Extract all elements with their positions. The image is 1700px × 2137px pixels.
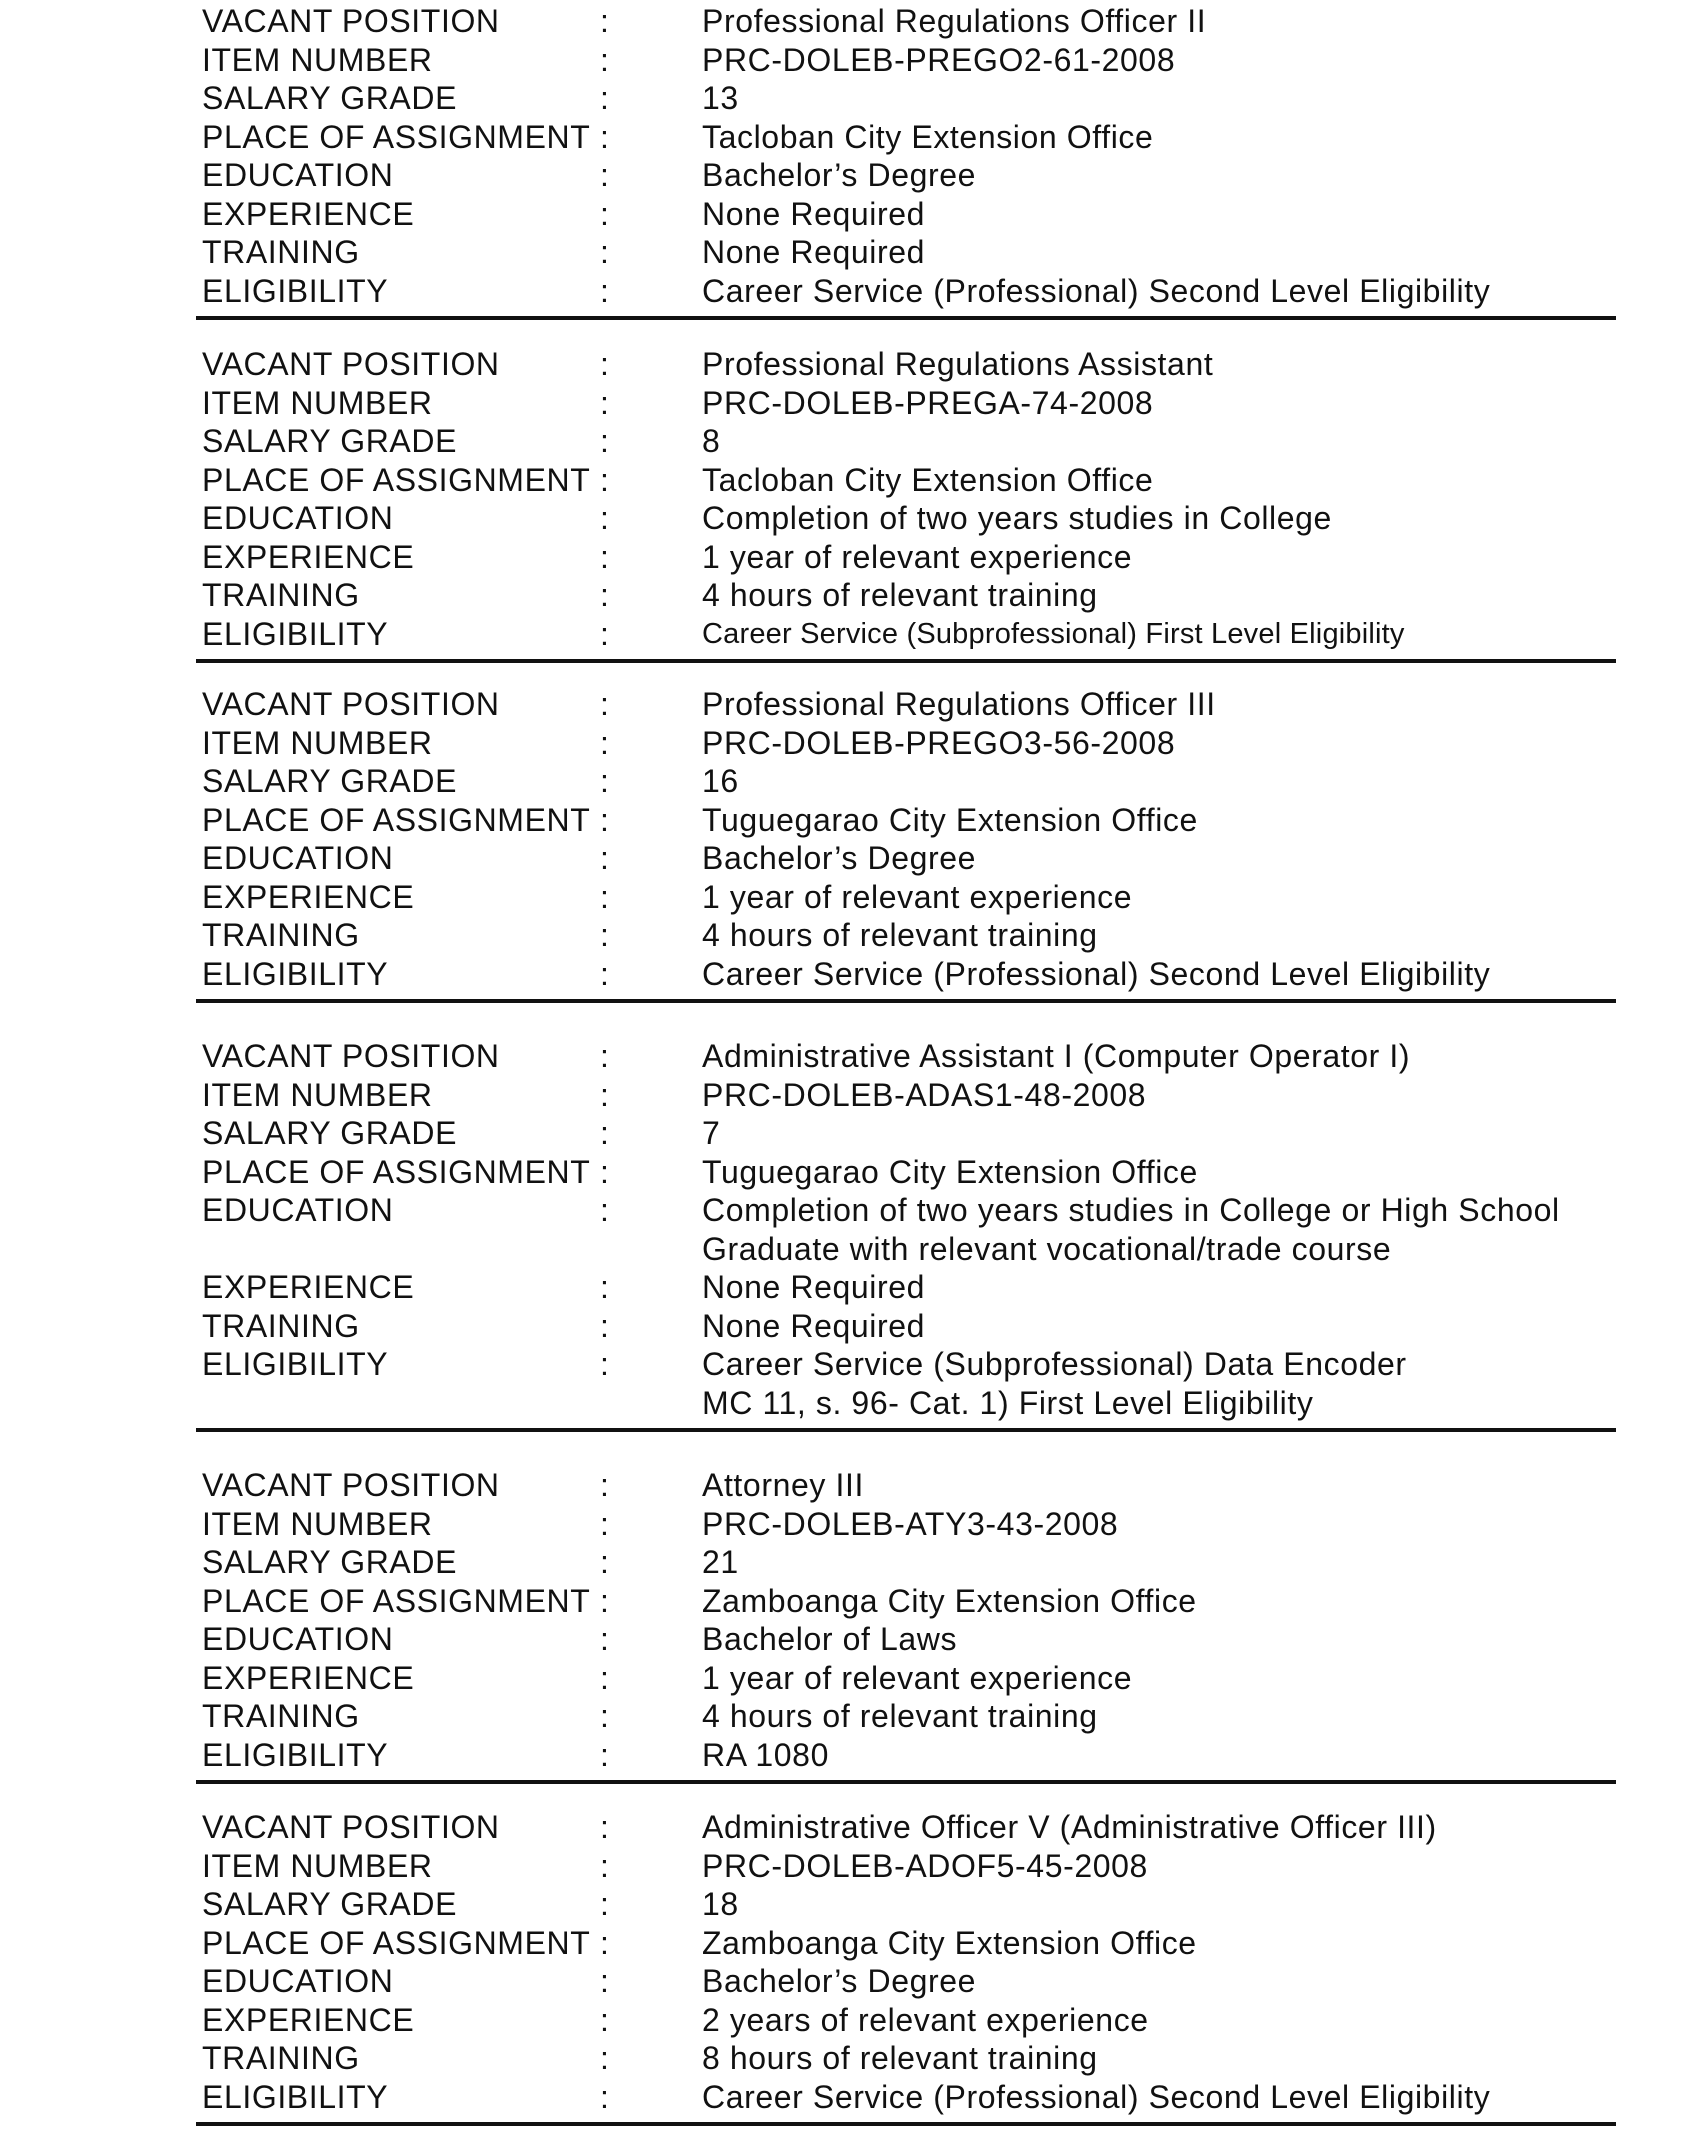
experience-value: 1 year of relevant experience: [702, 538, 1133, 575]
place-of-assignment-value: Zamboanga City Extension Office: [702, 1924, 1197, 1961]
vacant-position-row: [196, 345, 1616, 384]
experience-label: EXPERIENCE: [202, 1269, 415, 1305]
place-of-assignment-row: [196, 1924, 1616, 1963]
separator-colon: :: [600, 1076, 610, 1113]
vacant-position-row: [196, 1037, 1616, 1076]
separator-colon: :: [600, 461, 610, 498]
experience-value: 2 years of relevant experience: [702, 2001, 1149, 2038]
training-value: 4 hours of relevant training: [702, 577, 1098, 613]
training-row: [196, 2039, 1616, 2078]
salary-grade-value: 7: [702, 1115, 721, 1151]
vacant-position-value: Attorney III: [702, 1467, 864, 1503]
education-row: [196, 839, 1616, 878]
salary-grade-row: [196, 762, 1616, 801]
training-value: None Required: [702, 234, 926, 270]
eligibility-label: ELIGIBILITY: [202, 2078, 389, 2115]
experience-value: 1 year of relevant experience: [702, 878, 1133, 915]
vacant-position-row: [196, 2, 1616, 41]
place-of-assignment-row: [196, 801, 1616, 840]
separator-colon: :: [600, 272, 610, 309]
experience-value: None Required: [702, 195, 926, 232]
place-of-assignment-row: [196, 118, 1616, 157]
eligibility-row: [196, 1345, 1616, 1384]
separator-colon: :: [600, 1346, 610, 1382]
experience-label: EXPERIENCE: [202, 538, 415, 575]
salary-grade-label: SALARY GRADE: [202, 423, 458, 459]
separator-colon: :: [600, 195, 610, 232]
separator-colon: :: [600, 1038, 610, 1074]
training-value: 4 hours of relevant training: [702, 917, 1098, 953]
salary-grade-row: [196, 422, 1616, 461]
item-number-row: [196, 1505, 1616, 1544]
place-of-assignment-label: PLACE OF ASSIGNMENT: [202, 1582, 591, 1619]
separator-colon: :: [600, 1809, 610, 1845]
place-of-assignment-label: PLACE OF ASSIGNMENT: [202, 1924, 591, 1961]
vacant-position-label: VACANT POSITION: [202, 1038, 500, 1074]
separator-colon: :: [600, 346, 610, 382]
education-label: EDUCATION: [202, 1192, 394, 1228]
experience-label: EXPERIENCE: [202, 2001, 415, 2038]
place-of-assignment-value: Tacloban City Extension Office: [702, 461, 1154, 498]
separator-colon: :: [600, 1544, 610, 1580]
separator-colon: :: [600, 1924, 610, 1961]
item-number-row: [196, 384, 1616, 423]
eligibility-row: [196, 1384, 1616, 1423]
salary-grade-label: SALARY GRADE: [202, 1115, 458, 1151]
separator-colon: :: [600, 1115, 610, 1151]
separator-colon: :: [600, 917, 610, 953]
item-number-row: [196, 1076, 1616, 1115]
separator-colon: :: [600, 1467, 610, 1503]
eligibility-row: [196, 1736, 1616, 1775]
training-label: TRAINING: [202, 917, 360, 953]
vacant-position-value: Administrative Assistant I (Computer Operator I): [702, 1038, 1411, 1074]
salary-grade-label: SALARY GRADE: [202, 1886, 458, 1922]
education-row: [196, 1191, 1616, 1230]
separator-colon: :: [600, 2040, 610, 2076]
place-of-assignment-row: [196, 1582, 1616, 1621]
training-label: TRAINING: [202, 2040, 360, 2076]
vacant-position-value: Professional Regulations Officer III: [702, 686, 1216, 722]
separator-colon: :: [600, 878, 610, 915]
separator-colon: :: [600, 423, 610, 459]
eligibility-label: ELIGIBILITY: [202, 1736, 389, 1773]
separator-colon: :: [600, 577, 610, 613]
education-label: EDUCATION: [202, 1621, 394, 1657]
separator-colon: :: [600, 80, 610, 116]
separator-colon: :: [600, 801, 610, 838]
eligibility-row: [196, 955, 1616, 994]
eligibility-value: RA 1080: [702, 1736, 829, 1773]
training-value: None Required: [702, 1307, 926, 1344]
experience-row: [196, 195, 1616, 234]
separator-colon: :: [600, 1886, 610, 1922]
training-row: [196, 576, 1616, 615]
item-number-value: PRC-DOLEB-ADAS1-48-2008: [702, 1076, 1147, 1113]
eligibility-label: ELIGIBILITY: [202, 1346, 389, 1382]
education-label: EDUCATION: [202, 840, 394, 876]
vacant-position-row: [196, 1808, 1616, 1847]
section-divider: [196, 1780, 1616, 1784]
vacant-position-value: Administrative Officer V (Administrative Officer III): [702, 1809, 1437, 1845]
education-value: Bachelor’s Degree: [702, 1963, 977, 1999]
section-divider: [196, 2122, 1616, 2126]
place-of-assignment-row: [196, 1153, 1616, 1192]
vacant-position-value: Professional Regulations Officer II: [702, 3, 1207, 39]
training-label: TRAINING: [202, 577, 360, 613]
eligibility-value: Career Service (Subprofessional) First Level Eligibility: [702, 617, 1405, 650]
education-value: Bachelor’s Degree: [702, 840, 977, 876]
separator-colon: :: [600, 1192, 610, 1228]
salary-grade-row: [196, 1885, 1616, 1924]
place-of-assignment-value: Zamboanga City Extension Office: [702, 1582, 1197, 1619]
vacant-position-value: Professional Regulations Assistant: [702, 346, 1214, 382]
separator-colon: :: [600, 1307, 610, 1344]
vacant-position-row: [196, 685, 1616, 724]
vacant-position-label: VACANT POSITION: [202, 1467, 500, 1503]
item-number-value: PRC-DOLEB-PREGA-74-2008: [702, 384, 1154, 421]
salary-grade-row: [196, 1114, 1616, 1153]
eligibility-row: [196, 2078, 1616, 2117]
separator-colon: :: [600, 41, 610, 78]
salary-grade-value: 8: [702, 423, 721, 459]
separator-colon: :: [600, 1963, 610, 1999]
experience-value: 1 year of relevant experience: [702, 1659, 1133, 1696]
training-row: [196, 1697, 1616, 1736]
separator-colon: :: [600, 384, 610, 421]
education-row: [196, 499, 1616, 538]
separator-colon: :: [600, 1153, 610, 1190]
place-of-assignment-value: Tuguegarao City Extension Office: [702, 1153, 1198, 1190]
item-number-label: ITEM NUMBER: [202, 1847, 433, 1884]
education-value: Completion of two years studies in College or High School: [702, 1192, 1560, 1228]
training-row: [196, 233, 1616, 272]
experience-label: EXPERIENCE: [202, 1659, 415, 1696]
separator-colon: :: [600, 1505, 610, 1542]
eligibility-value: Career Service (Subprofessional) Data Encoder: [702, 1346, 1407, 1382]
education-label: EDUCATION: [202, 1963, 394, 1999]
separator-colon: :: [600, 2078, 610, 2115]
item-number-label: ITEM NUMBER: [202, 1076, 433, 1113]
salary-grade-row: [196, 79, 1616, 118]
separator-colon: :: [600, 234, 610, 270]
education-value: Graduate with relevant vocational/trade course: [702, 1230, 1392, 1267]
item-number-row: [196, 724, 1616, 763]
education-row: [196, 1962, 1616, 2001]
separator-colon: :: [600, 2001, 610, 2038]
experience-label: EXPERIENCE: [202, 878, 415, 915]
place-of-assignment-label: PLACE OF ASSIGNMENT: [202, 118, 591, 155]
separator-colon: :: [600, 157, 610, 193]
place-of-assignment-label: PLACE OF ASSIGNMENT: [202, 1153, 591, 1190]
education-label: EDUCATION: [202, 500, 394, 536]
eligibility-label: ELIGIBILITY: [202, 615, 389, 652]
vacant-position-label: VACANT POSITION: [202, 346, 500, 382]
vacant-position-label: VACANT POSITION: [202, 3, 500, 39]
item-number-label: ITEM NUMBER: [202, 1505, 433, 1542]
item-number-value: PRC-DOLEB-PREGO2-61-2008: [702, 41, 1176, 78]
separator-colon: :: [600, 955, 610, 992]
separator-colon: :: [600, 538, 610, 575]
education-value: Completion of two years studies in College: [702, 500, 1332, 536]
separator-colon: :: [600, 118, 610, 155]
salary-grade-label: SALARY GRADE: [202, 80, 458, 116]
education-row: [196, 1620, 1616, 1659]
item-number-row: [196, 41, 1616, 80]
eligibility-label: ELIGIBILITY: [202, 955, 389, 992]
place-of-assignment-value: Tuguegarao City Extension Office: [702, 801, 1198, 838]
item-number-label: ITEM NUMBER: [202, 41, 433, 78]
salary-grade-value: 13: [702, 80, 739, 116]
place-of-assignment-value: Tacloban City Extension Office: [702, 118, 1154, 155]
separator-colon: :: [600, 1582, 610, 1619]
training-label: TRAINING: [202, 234, 360, 270]
eligibility-row: [196, 272, 1616, 311]
separator-colon: :: [600, 1659, 610, 1696]
separator-colon: :: [600, 840, 610, 876]
experience-value: None Required: [702, 1269, 926, 1305]
vacant-position-row: [196, 1466, 1616, 1505]
separator-colon: :: [600, 3, 610, 39]
salary-grade-label: SALARY GRADE: [202, 1544, 458, 1580]
item-number-label: ITEM NUMBER: [202, 724, 433, 761]
education-label: EDUCATION: [202, 157, 394, 193]
place-of-assignment-row: [196, 461, 1616, 500]
place-of-assignment-label: PLACE OF ASSIGNMENT: [202, 461, 591, 498]
separator-colon: :: [600, 500, 610, 536]
training-value: 4 hours of relevant training: [702, 1698, 1098, 1734]
eligibility-value: Career Service (Professional) Second Level Eligibility: [702, 955, 1491, 992]
place-of-assignment-label: PLACE OF ASSIGNMENT: [202, 801, 591, 838]
separator-colon: :: [600, 686, 610, 722]
experience-row: [196, 878, 1616, 917]
separator-colon: :: [600, 1698, 610, 1734]
salary-grade-label: SALARY GRADE: [202, 763, 458, 799]
eligibility-value: Career Service (Professional) Second Level Eligibility: [702, 2078, 1491, 2115]
training-value: 8 hours of relevant training: [702, 2040, 1098, 2076]
salary-grade-row: [196, 1543, 1616, 1582]
eligibility-label: ELIGIBILITY: [202, 272, 389, 309]
education-row: [196, 156, 1616, 195]
eligibility-value: Career Service (Professional) Second Level Eligibility: [702, 272, 1491, 309]
experience-row: [196, 538, 1616, 577]
training-label: TRAINING: [202, 1307, 360, 1344]
training-row: [196, 916, 1616, 955]
vacant-position-label: VACANT POSITION: [202, 686, 500, 722]
item-number-value: PRC-DOLEB-ADOF5-45-2008: [702, 1847, 1148, 1884]
section-divider: [196, 659, 1616, 663]
salary-grade-value: 18: [702, 1886, 739, 1922]
experience-row: [196, 1268, 1616, 1307]
salary-grade-value: 16: [702, 763, 739, 799]
item-number-value: PRC-DOLEB-ATY3-43-2008: [702, 1505, 1119, 1542]
separator-colon: :: [600, 615, 610, 652]
item-number-label: ITEM NUMBER: [202, 384, 433, 421]
separator-colon: :: [600, 1847, 610, 1884]
separator-colon: :: [600, 1736, 610, 1773]
section-divider: [196, 999, 1616, 1003]
section-divider: [196, 316, 1616, 320]
item-number-value: PRC-DOLEB-PREGO3-56-2008: [702, 724, 1176, 761]
separator-colon: :: [600, 1621, 610, 1657]
item-number-row: [196, 1847, 1616, 1886]
experience-label: EXPERIENCE: [202, 195, 415, 232]
experience-row: [196, 2001, 1616, 2040]
vacant-position-label: VACANT POSITION: [202, 1809, 500, 1845]
experience-row: [196, 1659, 1616, 1698]
eligibility-value: MC 11, s. 96- Cat. 1) First Level Eligibility: [702, 1384, 1314, 1421]
separator-colon: :: [600, 1269, 610, 1305]
education-value: Bachelor’s Degree: [702, 157, 977, 193]
separator-colon: :: [600, 763, 610, 799]
section-divider: [196, 1428, 1616, 1432]
education-value: Bachelor of Laws: [702, 1621, 958, 1657]
eligibility-row: [196, 615, 1616, 654]
salary-grade-value: 21: [702, 1544, 739, 1580]
training-label: TRAINING: [202, 1698, 360, 1734]
separator-colon: :: [600, 724, 610, 761]
education-row: [196, 1230, 1616, 1269]
training-row: [196, 1307, 1616, 1346]
